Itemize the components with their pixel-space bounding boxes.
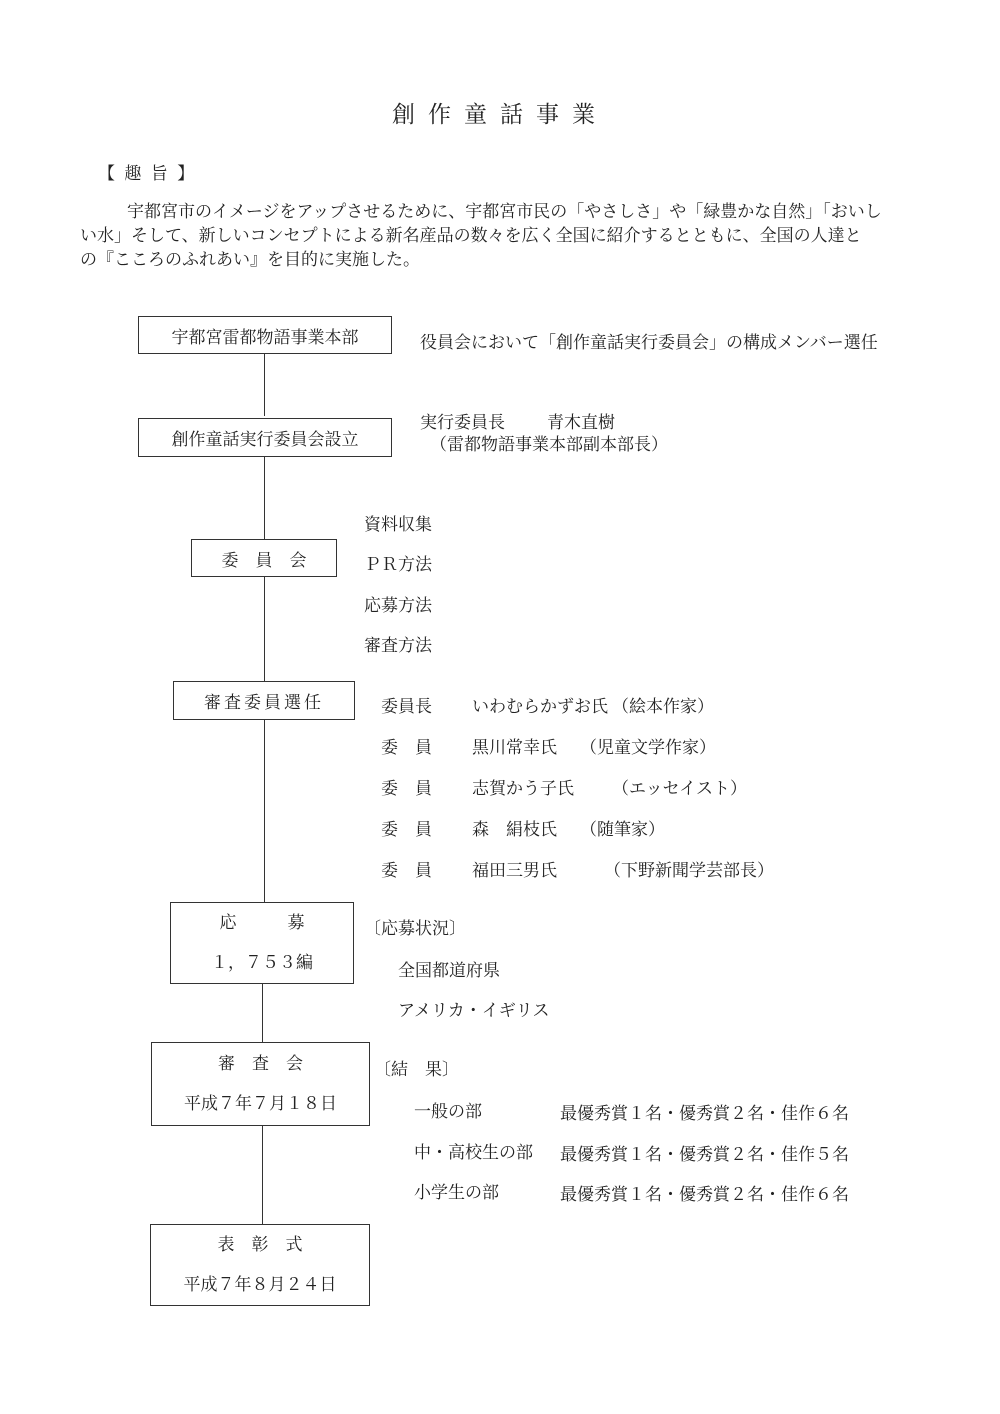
committee-task: ＰＲ方法 — [364, 555, 432, 575]
page-title: 創作童話事業 — [392, 102, 608, 128]
result-awards: 最優秀賞１名・優秀賞２名・佳作５名 — [560, 1145, 849, 1165]
judge-name: いわむらかずお氏 — [472, 697, 608, 717]
flow-box-committee-established — [138, 418, 392, 457]
flow-box-label: 宇都宮雷都物語事業本部 — [171, 327, 359, 348]
judge-title: （下野新聞学芸部長） — [604, 861, 774, 881]
connector-line — [264, 354, 265, 416]
connector-line — [262, 1126, 263, 1224]
application-region: 全国都道府県 — [398, 961, 500, 981]
judge-role: 委 員 — [381, 738, 432, 758]
committee-task: 応募方法 — [364, 596, 432, 616]
flow-note: 役員会において「創作童話実行委員会」の構成メンバー選任 — [420, 333, 878, 353]
flow-box-headquarters — [138, 316, 392, 354]
flow-box-award-ceremony — [150, 1224, 370, 1306]
chairperson-label: 実行委員長 — [420, 413, 505, 433]
application-status-label: 〔応募状況〕 — [364, 919, 466, 939]
purpose-line: い水」そして、新しいコンセプトによる新名産品の数々を広く全国に紹介するとともに、全国の人達と — [80, 226, 862, 246]
judge-role: 委 員 — [381, 820, 432, 840]
chairperson-name: 青木直樹 — [547, 413, 615, 433]
result-category: 一般の部 — [414, 1102, 482, 1122]
flow-box-label: 委 員 会 — [221, 550, 307, 571]
application-count: １，７５３編 — [211, 953, 313, 973]
flow-box-label: 応 募 — [219, 913, 305, 933]
purpose-paragraph — [80, 200, 960, 272]
flow-box-judges-selection — [173, 681, 355, 720]
flow-box-label: 審査委員選任 — [204, 693, 324, 713]
judge-name: 福田三男氏 — [472, 861, 557, 881]
result-category: 中・高校生の部 — [414, 1143, 533, 1163]
judge-role: 委 員 — [381, 779, 432, 799]
connector-line — [264, 577, 265, 681]
connector-line — [262, 984, 263, 1042]
judge-title: （児童文学作家） — [580, 738, 716, 758]
purpose-line: 宇都宮市のイメージをアップさせるために、宇都宮市民の「やさしさ」や「緑豊かな自然」「おいし — [127, 202, 882, 222]
results-label: 〔結 果〕 — [374, 1060, 459, 1080]
judge-name: 黒川常幸氏 — [472, 738, 557, 758]
result-category: 小学生の部 — [414, 1183, 499, 1203]
judge-name: 森 絹枝氏 — [472, 820, 557, 840]
connector-line — [264, 457, 265, 539]
ceremony-date: 平成７年８月２４日 — [183, 1275, 337, 1295]
flow-box-committee — [191, 539, 337, 577]
flow-box-applications — [170, 902, 354, 984]
flow-box-judging-meeting — [151, 1042, 370, 1126]
flow-box-label: 審 査 会 — [218, 1054, 303, 1074]
flow-box-label: 創作童話実行委員会設立 — [171, 430, 359, 450]
judging-date: 平成７年７月１８日 — [184, 1094, 337, 1114]
chairperson-position: （雷都物語事業本部副本部長） — [430, 435, 668, 455]
section-heading: 【 趣 旨 】 — [98, 164, 197, 184]
judge-name: 志賀かう子氏 — [472, 779, 574, 799]
result-awards: 最優秀賞１名・優秀賞２名・佳作６名 — [560, 1185, 849, 1205]
judge-role: 委 員 — [381, 861, 432, 881]
committee-task: 審査方法 — [364, 636, 432, 656]
flow-box-label: 表 彰 式 — [217, 1235, 303, 1255]
application-region: アメリカ・イギリス — [398, 1001, 550, 1021]
judge-title: （エッセイスト） — [612, 779, 747, 799]
purpose-line: の『こころのふれあい』を目的に実施した。 — [80, 250, 420, 270]
connector-line — [264, 720, 265, 902]
committee-task: 資料収集 — [364, 515, 432, 535]
judge-role: 委員長 — [381, 697, 432, 717]
result-awards: 最優秀賞１名・優秀賞２名・佳作６名 — [560, 1104, 849, 1124]
judge-title: （絵本作家） — [612, 697, 714, 717]
judge-title: （随筆家） — [580, 820, 665, 840]
